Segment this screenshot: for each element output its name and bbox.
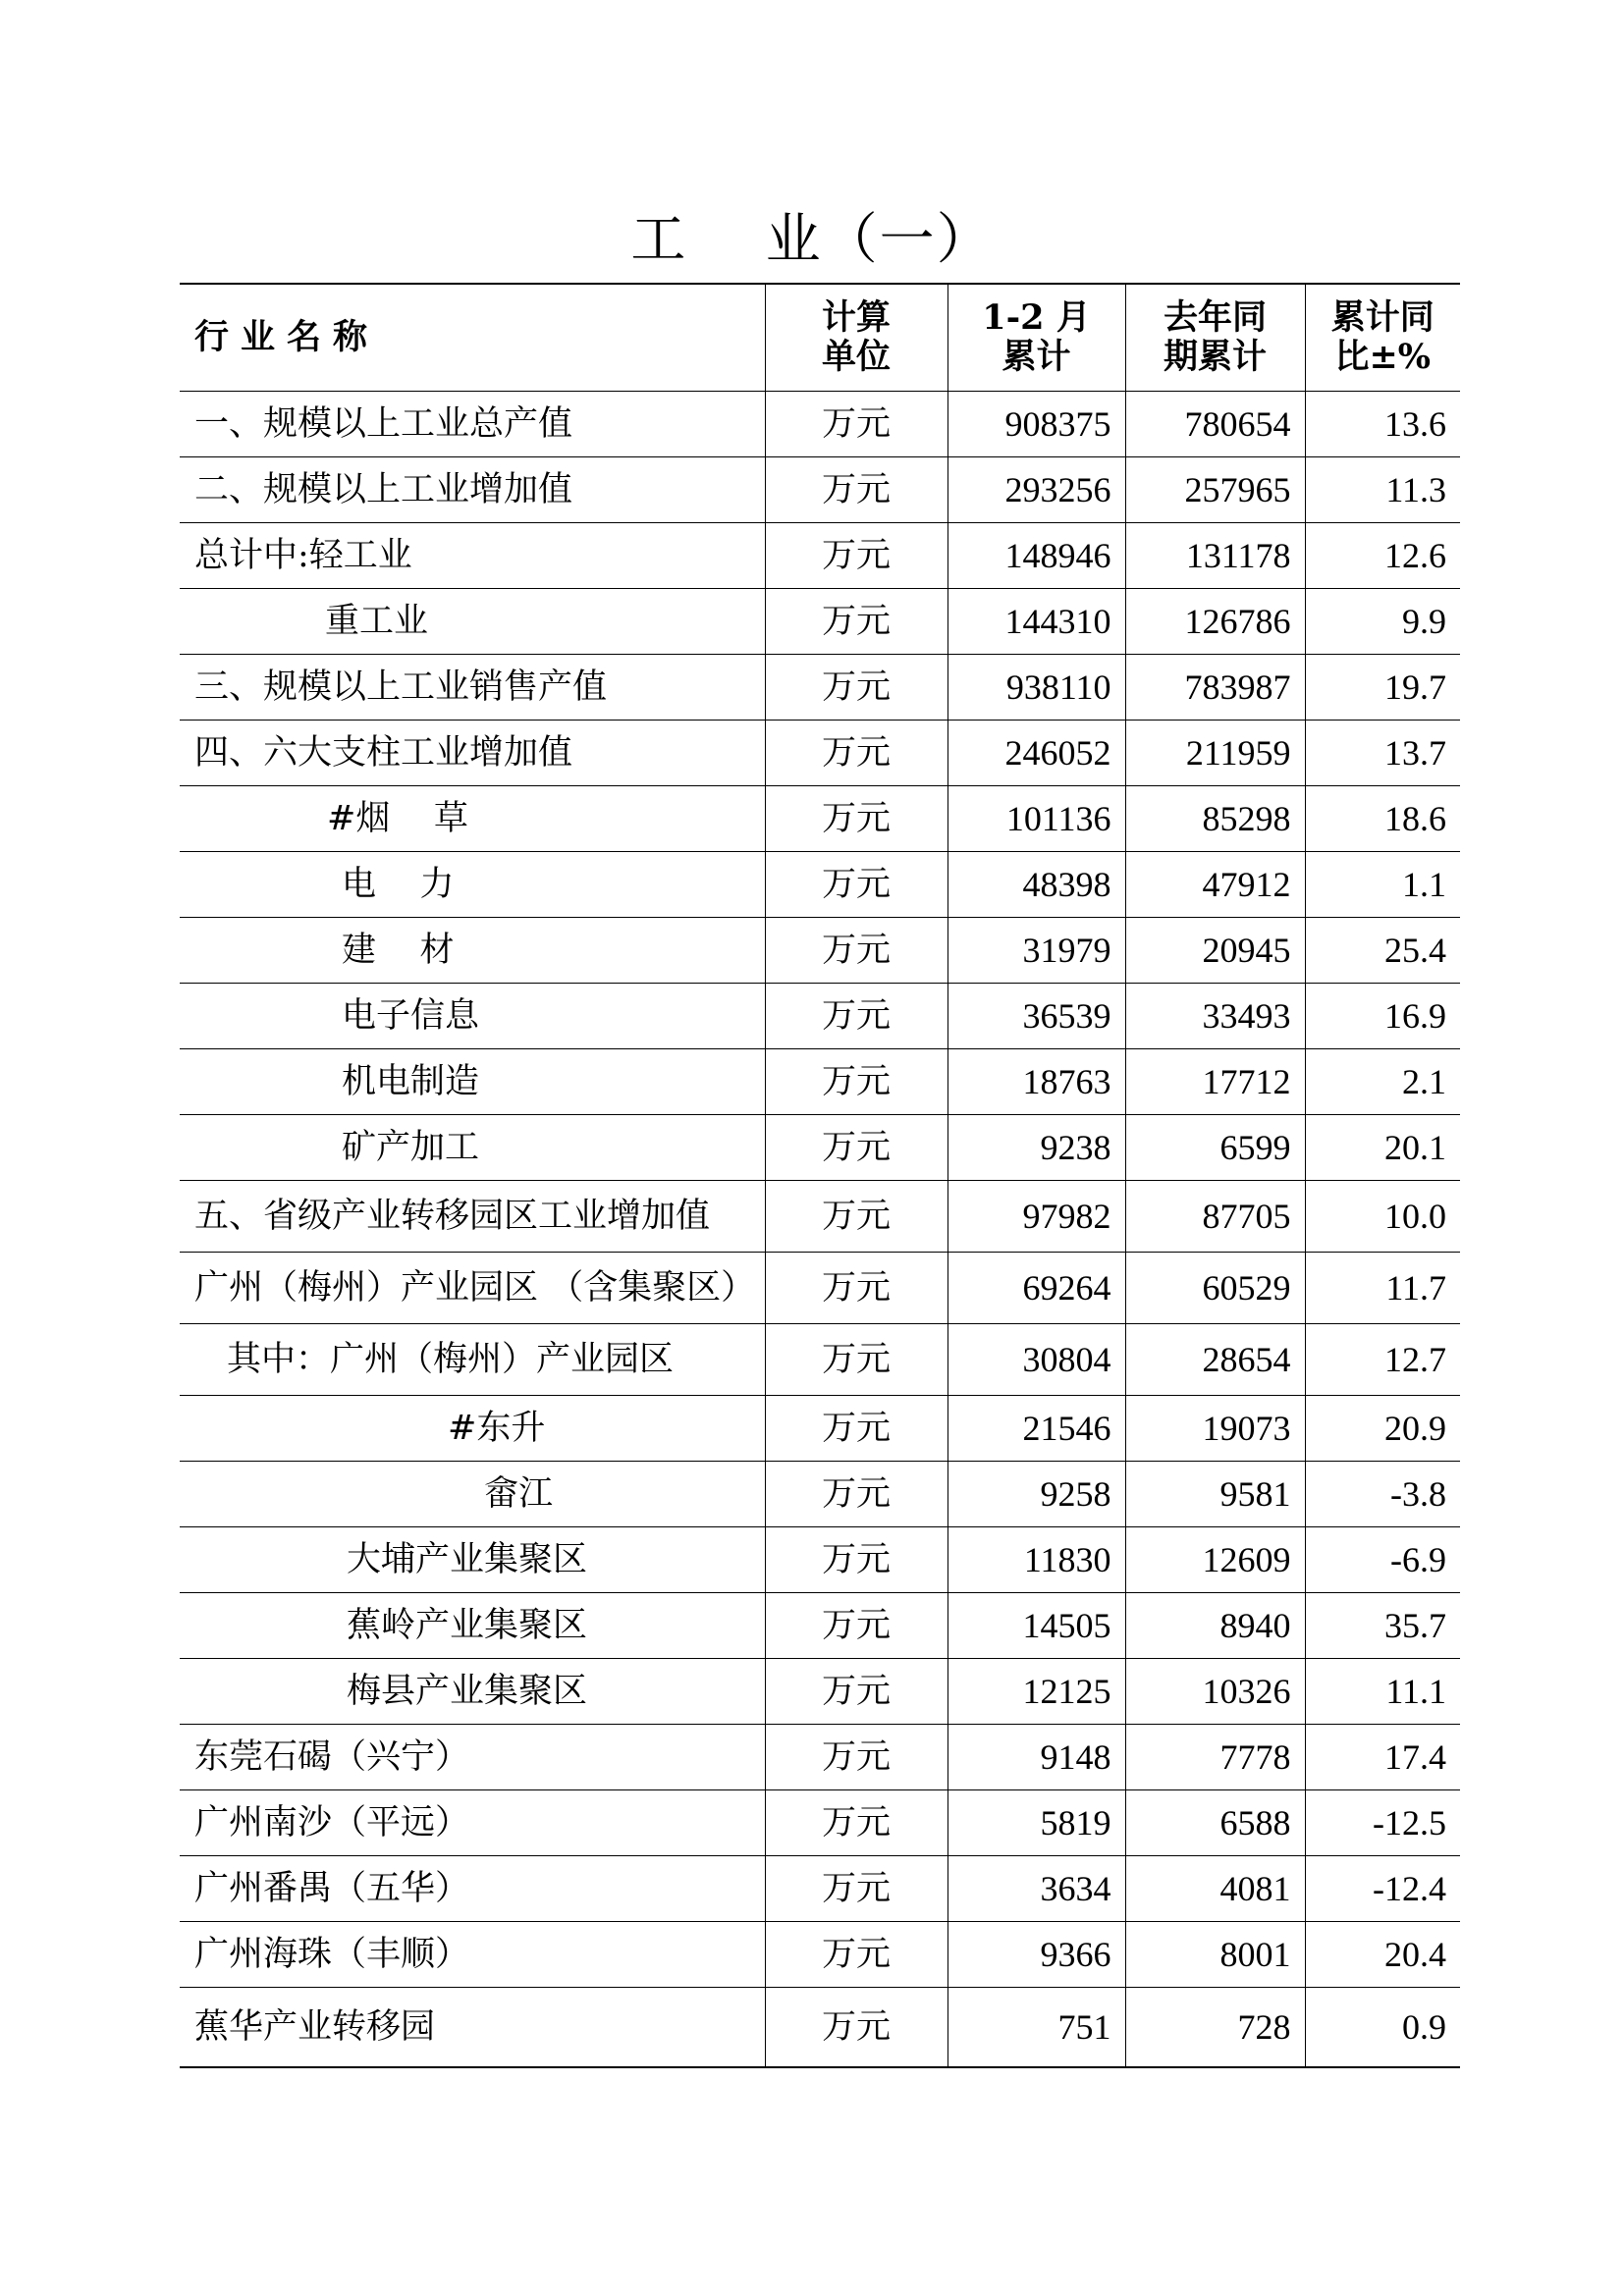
row-change: 35.7 [1305, 1593, 1460, 1659]
table-row [180, 1115, 1460, 1181]
row-unit: 万元 [765, 1988, 947, 2068]
row-change: -12.5 [1305, 1790, 1460, 1856]
row-unit: 万元 [765, 1790, 947, 1856]
row-change: -6.9 [1305, 1527, 1460, 1593]
table-row [180, 523, 1460, 589]
header-unit-line1: 计算 [821, 297, 891, 338]
row-current: 293256 [947, 457, 1125, 523]
row-current: 18763 [947, 1049, 1125, 1115]
row-unit: 万元 [765, 1659, 947, 1725]
header-yoy-change [1305, 284, 1460, 392]
row-current: 14505 [947, 1593, 1125, 1659]
row-unit: 万元 [765, 984, 947, 1049]
row-current: 9258 [947, 1462, 1125, 1527]
page-title: 工 业（一） [630, 208, 994, 272]
table-row [180, 589, 1460, 655]
row-current: 246052 [947, 721, 1125, 786]
table-row [180, 1253, 1460, 1324]
table-row [180, 1527, 1460, 1593]
row-unit: 万元 [765, 1115, 947, 1181]
row-name: 四、六大支柱工业增加值 [180, 721, 765, 786]
row-name: 二、规模以上工业增加值 [180, 457, 765, 523]
row-change: 11.7 [1305, 1253, 1460, 1324]
row-unit: 万元 [765, 457, 947, 523]
row-unit: 万元 [765, 721, 947, 786]
row-current: 9238 [947, 1115, 1125, 1181]
table-row [180, 1988, 1460, 2068]
industry-stats-table [180, 283, 1460, 2068]
row-name: 电子信息 [180, 984, 765, 1049]
table-row [180, 984, 1460, 1049]
row-change: -12.4 [1305, 1856, 1460, 1922]
table-row [180, 1049, 1460, 1115]
row-current: 148946 [947, 523, 1125, 589]
row-name: 矿产加工 [180, 1115, 765, 1181]
table-row [180, 1593, 1460, 1659]
row-change: 17.4 [1305, 1725, 1460, 1790]
row-change: 13.6 [1305, 392, 1460, 457]
row-change: 18.6 [1305, 786, 1460, 852]
row-current: 9148 [947, 1725, 1125, 1790]
row-previous: 126786 [1125, 589, 1305, 655]
header-current-line2: 累计 [1001, 337, 1071, 377]
table-row [180, 786, 1460, 852]
row-unit: 万元 [765, 655, 947, 721]
table-row [180, 852, 1460, 918]
row-name: 重工业 [180, 589, 765, 655]
row-name: 总计中:轻工业 [180, 523, 765, 589]
row-current: 908375 [947, 392, 1125, 457]
row-name: 建 材 [180, 918, 765, 984]
row-current: 751 [947, 1988, 1125, 2068]
row-name: 一、规模以上工业总产值 [180, 392, 765, 457]
row-current: 9366 [947, 1922, 1125, 1988]
header-unit [765, 284, 947, 392]
row-current: 938110 [947, 655, 1125, 721]
row-change: 20.4 [1305, 1922, 1460, 1988]
row-name: 五、省级产业转移园区工业增加值 [180, 1181, 765, 1253]
header-current-line1: 1-2 月 [982, 297, 1091, 338]
row-unit: 万元 [765, 1922, 947, 1988]
row-previous: 19073 [1125, 1396, 1305, 1462]
header-previous-line2: 期累计 [1163, 337, 1267, 377]
row-unit: 万元 [765, 392, 947, 457]
row-change: 9.9 [1305, 589, 1460, 655]
row-unit: 万元 [765, 589, 947, 655]
row-unit: 万元 [765, 1725, 947, 1790]
row-current: 48398 [947, 852, 1125, 918]
row-previous: 20945 [1125, 918, 1305, 984]
row-previous: 17712 [1125, 1049, 1305, 1115]
row-unit: 万元 [765, 1253, 947, 1324]
row-name: 其中：广州（梅州）产业园区 [180, 1324, 765, 1396]
table-row [180, 721, 1460, 786]
row-previous: 4081 [1125, 1856, 1305, 1922]
row-current: 30804 [947, 1324, 1125, 1396]
row-change: 25.4 [1305, 918, 1460, 984]
table-row [180, 1790, 1460, 1856]
row-unit: 万元 [765, 1396, 947, 1462]
row-name: 东莞石碣（兴宁） [180, 1725, 765, 1790]
row-name: #烟 草 [180, 786, 765, 852]
row-name: 广州番禺（五华） [180, 1856, 765, 1922]
table-row [180, 1462, 1460, 1527]
row-change: 12.6 [1305, 523, 1460, 589]
header-industry-name: 行业名称 [180, 284, 765, 392]
row-current: 97982 [947, 1181, 1125, 1253]
row-unit: 万元 [765, 786, 947, 852]
row-current: 21546 [947, 1396, 1125, 1462]
row-name: 机电制造 [180, 1049, 765, 1115]
table-row [180, 1181, 1460, 1253]
row-unit: 万元 [765, 1527, 947, 1593]
row-previous: 728 [1125, 1988, 1305, 2068]
row-previous: 6588 [1125, 1790, 1305, 1856]
row-unit: 万元 [765, 523, 947, 589]
row-current: 36539 [947, 984, 1125, 1049]
header-previous-cumulative [1125, 284, 1305, 392]
row-previous: 8001 [1125, 1922, 1305, 1988]
row-change: -3.8 [1305, 1462, 1460, 1527]
table-row [180, 1324, 1460, 1396]
row-previous: 780654 [1125, 392, 1305, 457]
row-name: 广州（梅州）产业园区 （含集聚区） [180, 1253, 765, 1324]
row-change: 19.7 [1305, 655, 1460, 721]
row-previous: 28654 [1125, 1324, 1305, 1396]
row-unit: 万元 [765, 1049, 947, 1115]
row-change: 20.1 [1305, 1115, 1460, 1181]
row-unit: 万元 [765, 1181, 947, 1253]
row-previous: 211959 [1125, 721, 1305, 786]
row-previous: 8940 [1125, 1593, 1305, 1659]
table-row [180, 1396, 1460, 1462]
row-name: #东升 [180, 1396, 765, 1462]
header-change-line2: 比±% [1334, 337, 1432, 377]
row-change: 11.3 [1305, 457, 1460, 523]
row-current: 3634 [947, 1856, 1125, 1922]
row-change: 11.1 [1305, 1659, 1460, 1725]
row-name: 蕉华产业转移园 [180, 1988, 765, 2068]
row-current: 31979 [947, 918, 1125, 984]
row-change: 10.0 [1305, 1181, 1460, 1253]
row-change: 16.9 [1305, 984, 1460, 1049]
row-change: 12.7 [1305, 1324, 1460, 1396]
row-previous: 6599 [1125, 1115, 1305, 1181]
row-previous: 10326 [1125, 1659, 1305, 1725]
row-previous: 60529 [1125, 1253, 1305, 1324]
row-previous: 257965 [1125, 457, 1305, 523]
row-previous: 85298 [1125, 786, 1305, 852]
row-change: 0.9 [1305, 1988, 1460, 2068]
header-previous-line1: 去年同 [1163, 297, 1267, 338]
row-unit: 万元 [765, 918, 947, 984]
row-change: 20.9 [1305, 1396, 1460, 1462]
row-change: 13.7 [1305, 721, 1460, 786]
row-current: 101136 [947, 786, 1125, 852]
row-previous: 9581 [1125, 1462, 1305, 1527]
row-unit: 万元 [765, 1593, 947, 1659]
row-name: 大埔产业集聚区 [180, 1527, 765, 1593]
row-name: 广州海珠（丰顺） [180, 1922, 765, 1988]
table-row [180, 1856, 1460, 1922]
table-row [180, 918, 1460, 984]
row-unit: 万元 [765, 852, 947, 918]
table-row [180, 1922, 1460, 1988]
header-unit-line2: 单位 [821, 337, 891, 377]
table-row [180, 457, 1460, 523]
row-name: 三、规模以上工业销售产值 [180, 655, 765, 721]
row-change: 1.1 [1305, 852, 1460, 918]
table-row [180, 1659, 1460, 1725]
table-row [180, 392, 1460, 457]
row-previous: 33493 [1125, 984, 1305, 1049]
table-row [180, 655, 1460, 721]
header-current-cumulative [947, 284, 1125, 392]
row-current: 11830 [947, 1527, 1125, 1593]
row-name: 畲江 [180, 1462, 765, 1527]
row-previous: 47912 [1125, 852, 1305, 918]
row-name: 梅县产业集聚区 [180, 1659, 765, 1725]
row-name: 电 力 [180, 852, 765, 918]
row-current: 5819 [947, 1790, 1125, 1856]
header-change-line1: 累计同 [1330, 297, 1435, 338]
row-unit: 万元 [765, 1462, 947, 1527]
row-current: 69264 [947, 1253, 1125, 1324]
row-previous: 12609 [1125, 1527, 1305, 1593]
row-current: 144310 [947, 589, 1125, 655]
table-header-row [180, 284, 1460, 392]
row-name: 蕉岭产业集聚区 [180, 1593, 765, 1659]
row-unit: 万元 [765, 1856, 947, 1922]
table-row [180, 1725, 1460, 1790]
row-change: 2.1 [1305, 1049, 1460, 1115]
row-previous: 783987 [1125, 655, 1305, 721]
row-previous: 131178 [1125, 523, 1305, 589]
row-name: 广州南沙（平远） [180, 1790, 765, 1856]
row-previous: 87705 [1125, 1181, 1305, 1253]
row-previous: 7778 [1125, 1725, 1305, 1790]
row-current: 12125 [947, 1659, 1125, 1725]
row-unit: 万元 [765, 1324, 947, 1396]
